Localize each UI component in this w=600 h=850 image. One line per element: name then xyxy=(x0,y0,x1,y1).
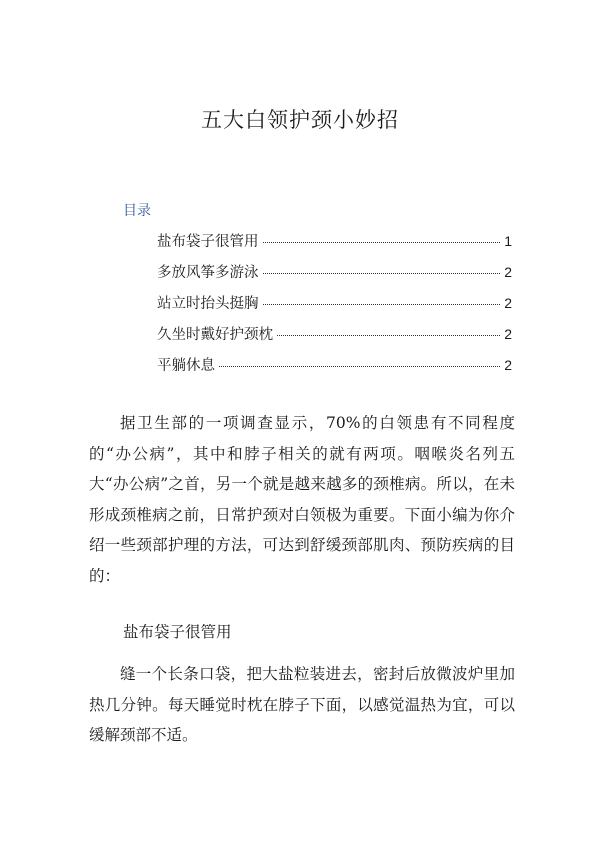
toc-entry[interactable] xyxy=(157,354,512,385)
toc-entry[interactable] xyxy=(157,261,512,292)
toc-heading: 目录 xyxy=(123,203,151,219)
toc-entry-page: 2 xyxy=(504,326,512,342)
toc-entry-page: 2 xyxy=(504,357,512,373)
toc-dot-leader xyxy=(277,335,500,336)
toc-entry-page: 2 xyxy=(504,264,512,280)
toc-entry-label: 站立时抬头挺胸 xyxy=(157,296,259,312)
toc-entry-label: 多放风筝多游泳 xyxy=(157,265,259,281)
toc-entry[interactable] xyxy=(157,292,512,323)
table-of-contents xyxy=(157,230,512,385)
toc-entry-label: 平躺休息 xyxy=(157,358,215,374)
toc-entry-label: 盐布袋子很管用 xyxy=(157,234,259,250)
toc-entry[interactable] xyxy=(157,323,512,354)
toc-entry-page: 2 xyxy=(504,295,512,311)
toc-dot-leader xyxy=(219,366,500,367)
toc-entry-page: 1 xyxy=(504,233,512,249)
intro-paragraph: 据卫生部的一项调查显示，70%的白领患有不同程度的“办公病”，其中和脖子相关的就有两项。咽喉炎名列五大“办公病”之首，另一个就是越来越多的颈椎病。所以，在未形成颈椎病之前，日常护颈对白领极为重要。下面小编为你介绍一些颈部护理的方法，可达到舒缓颈部肌肉、预防疾病的目的： xyxy=(89,414,515,585)
toc-dot-leader xyxy=(263,304,501,305)
toc-dot-leader xyxy=(263,242,501,243)
section-heading: 盐布袋子很管用 xyxy=(123,623,232,641)
toc-entry[interactable] xyxy=(157,230,512,261)
document-title: 五大白领护颈小妙招 xyxy=(201,108,399,132)
section-body-paragraph: 缝一个长条口袋，把大盐粒装进去，密封后放微波炉里加热几分钟。每天睡觉时枕在脖子下面，以感觉温热为宜，可以缓解颈部不适。 xyxy=(89,665,515,744)
toc-entry-label: 久坐时戴好护颈枕 xyxy=(157,327,273,343)
toc-dot-leader xyxy=(263,273,501,274)
